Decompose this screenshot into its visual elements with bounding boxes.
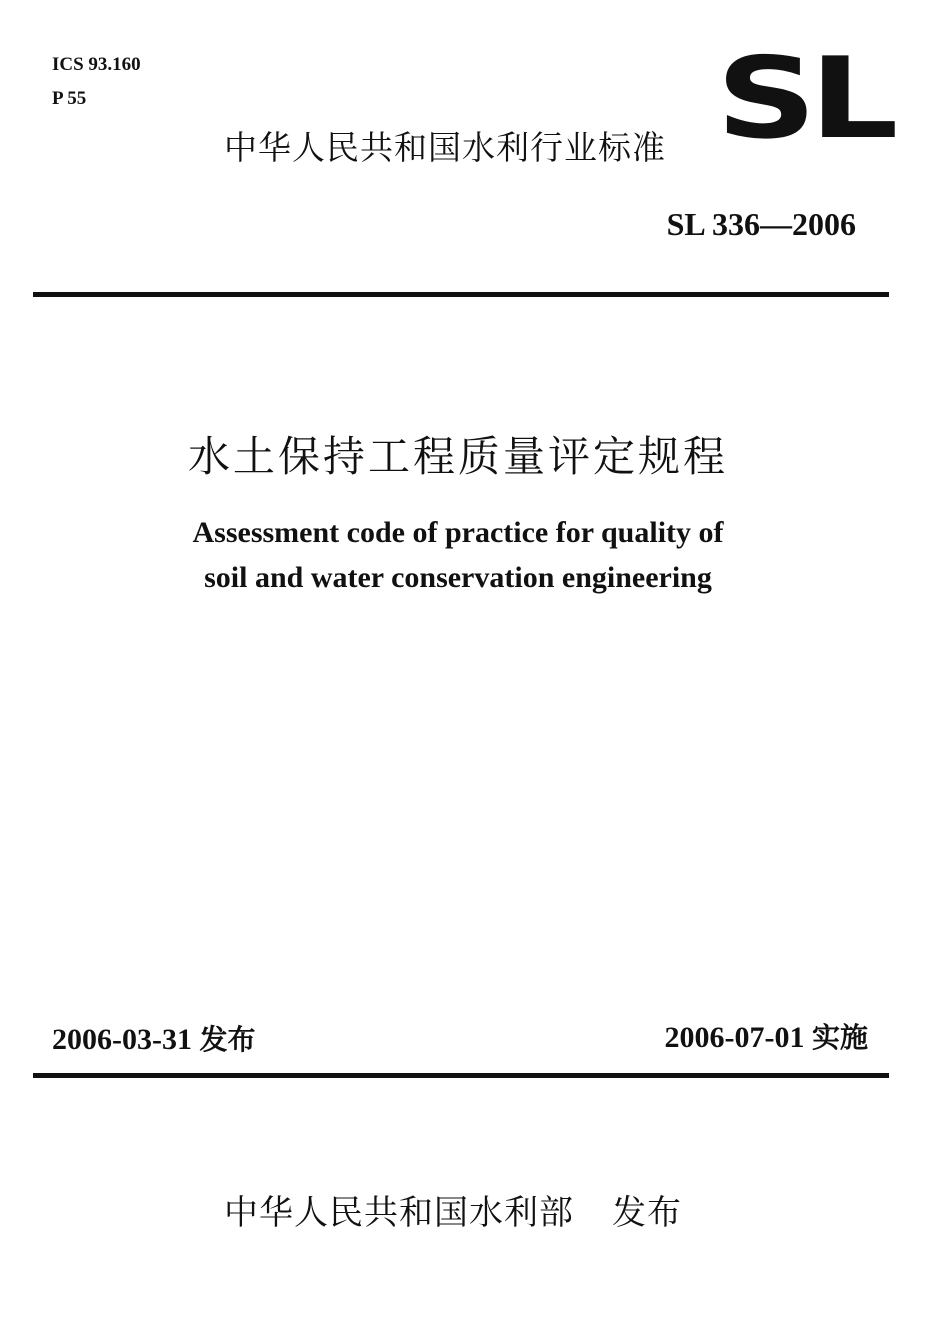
publisher-name: 中华人民共和国水利部 <box>224 1193 574 1233</box>
english-title-line-1: Assessment code of practice for quality of <box>192 516 724 549</box>
ics-code: ICS 93.160 <box>52 54 141 75</box>
industry-standard-title: 中华人民共和国水利行业标准 <box>224 128 666 167</box>
publisher-line <box>224 1188 682 1238</box>
p-code: P 55 <box>52 88 87 109</box>
english-title-line-2: soil and water conservation engineering <box>204 561 712 594</box>
document-title-english <box>0 510 916 600</box>
top-divider <box>33 292 889 297</box>
bottom-divider <box>33 1073 889 1078</box>
implement-date: 2006-07-01 <box>664 1021 805 1054</box>
document-title-chinese: 水土保持工程质量评定规程 <box>187 432 728 481</box>
issue-label: 发布 <box>199 1023 256 1056</box>
publish-label: 发布 <box>612 1193 682 1233</box>
implement-date-block <box>665 1016 869 1060</box>
sl-logo: SL <box>716 34 892 164</box>
issue-date: 2006-03-31 <box>52 1023 192 1056</box>
implement-label: 实施 <box>811 1021 868 1054</box>
issue-date-block <box>52 1018 256 1062</box>
standard-number: SL 336—2006 <box>666 206 856 242</box>
